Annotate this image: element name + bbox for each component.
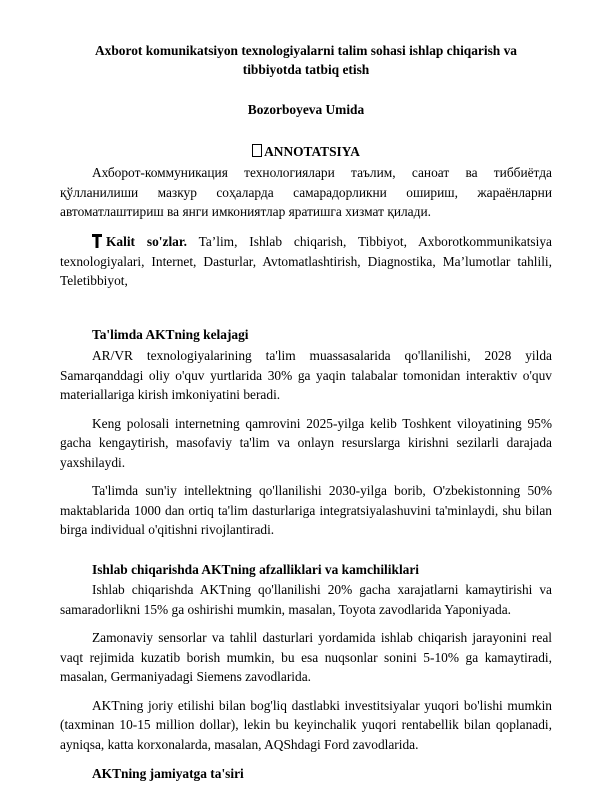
annotation-text: Ахборот-коммуникация технологиялари таълим, саноат ва тиббиётда қўлланилиши мазкур соҳаларда самарадорликни ошириш, жараёнларни автоматлаштириш ва янги имкониятлар яратишга хизмат қилади.	[60, 165, 552, 219]
keywords-text: Ta’lim, Ishlab chiqarish, Tibbiyot, Axborotkommunikatsiya texnologiyalari, Internet, Dasturlar, Avtomatlashtirish, Diagnostika, Ma’lumotlar tahlili, Teletibbiyot,	[60, 234, 553, 288]
paragraph: Zamonaviy sensorlar va tahlil dasturlari yordamida ishlab chiqarish jarayonini real vaqt rejimida kuzatib borish mumkin, bu esa nuqsonlar sonini 5-10% ga kamaytiradi, masalan, Germaniyadagi Siemens zavodlarida.	[60, 630, 552, 684]
title-line-1: Axborot komunikatsiyon texnologiyalarni talim sohasi ishlap chiqarish va	[94, 43, 517, 58]
paragraph: AR/VR texnologiyalarining ta'lim muassasalarida qo'llanilishi, 2028 yilda Samarqanddagi oliy o'quv yurtlarida 30% ga yaqin talabalar tomonidan interaktiv o'quv materiallariga kirish imkoniyatini beradi.	[60, 348, 552, 402]
missing-glyph-icon	[252, 144, 262, 157]
section-heading-society: AKTning jamiyatga ta'siri	[92, 766, 244, 781]
paragraph: Ta'limda sun'iy intellektning qo'llanilishi 2030-yilga borib, O'zbekistonning 50% maktablarida 1000 dan ortiq ta'lim dasturlariga integratsiyalashuvini ta'minlaydi, shu bilan birga individual o'qitishni rivojlantiradi.	[60, 483, 552, 537]
annotation-heading	[0, 144, 612, 160]
keywords-label: Kalit so'zlar.	[106, 234, 187, 249]
keywords-block	[60, 232, 552, 291]
annotation-heading-text: ANNOTATSIYA	[264, 144, 360, 159]
title-line-2: tibbiyotda tatbiq etish	[242, 62, 370, 77]
paragraph: Keng polosali internetning qamrovini 2025-yilga kelib Toshkent viloyatining 95% gacha kengaytirish, masofaviy ta'lim va onlayn resurslarga kirishni sezilarli darajada yaxshilaydi.	[60, 415, 552, 470]
author-name: Bozorboyeva Umida	[247, 102, 365, 117]
paragraph: AKTning joriy etilishi bilan bog'liq dastlabki investitsiyalar yuqori bo'lishi mumkin (taxminan 10-15 million dollar), lekin bu keyinchalik yuqori rentabellik bilan qoplanadi, ayniqsa, katta korxonalarda, masalan, AQShdagi Ford zavodlarida.	[60, 697, 552, 752]
keywords-paragraph	[60, 232, 552, 291]
section-heading-production: Ishlab chiqarishda AKTning afzalliklari va kamchiliklari	[92, 562, 420, 577]
annotation-block	[60, 163, 552, 222]
key-bullet-icon	[92, 234, 102, 248]
section-heading-education: Ta'limda AKTning kelajagi	[92, 327, 249, 342]
paragraph: Ishlab chiqarishda AKTning qo'llanilishi 20% gacha xarajatlarni kamaytirishi va samaradorlikni 15% ga oshirishi mumkin, masalan, Toyota zavodlarida Yaponiyada.	[60, 582, 552, 617]
document-title	[60, 41, 552, 79]
section-education-body	[60, 346, 552, 540]
section-production-body	[60, 580, 552, 754]
